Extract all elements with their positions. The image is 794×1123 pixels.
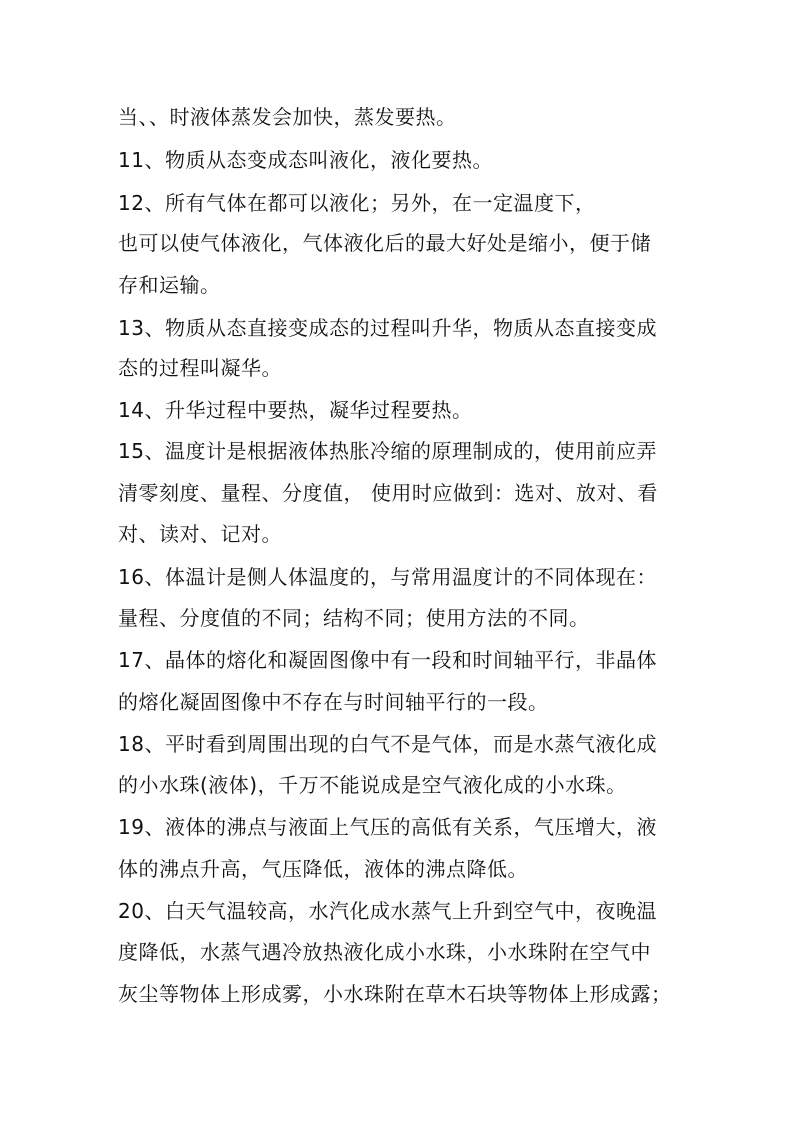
text-line: 11、物质从态变成态叫液化，液化要热。: [118, 148, 493, 172]
text-line: 存和运输。: [118, 273, 221, 297]
text-line: 量程、分度值的不同；结构不同；使用方法的不同。: [118, 606, 590, 630]
text-line: 17、晶体的熔化和凝固图像中有一段和时间轴平行，非晶体: [118, 648, 657, 672]
text-line: 20、白天气温较高，水汽化成水蒸气上升到空气中，夜晚温: [118, 899, 657, 923]
text-line: 12、所有气体在都可以液化；另外，在一定温度下，: [118, 191, 596, 215]
text-line: 15、温度计是根据液体热胀冷缩的原理制成的，使用前应弄: [118, 439, 657, 463]
text-line: 当、、时液体蒸发会加快，蒸发要热。: [118, 105, 457, 129]
text-line: 的熔化凝固图像中不存在与时间轴平行的一段。: [118, 690, 549, 714]
text-line: 体的沸点升高，气压降低，液体的沸点降低。: [118, 857, 528, 881]
text-line: 16、体温计是侧人体温度的，与常用温度计的不同体现在：: [118, 565, 657, 589]
text-line: 灰尘等物体上形成雾，小水珠附在草木石块等物体上形成露；: [118, 982, 672, 1006]
text-line: 度降低，水蒸气遇冷放热液化成小水珠，小水珠附在空气中: [118, 940, 651, 964]
text-line: 态的过程叫凝华。: [118, 356, 282, 380]
text-line: 13、物质从态直接变成态的过程叫升华，物质从态直接变成: [118, 316, 657, 340]
text-line: 清零刻度、量程、分度值， 使用时应做到：选对、放对、看: [118, 481, 658, 505]
text-line: 14、升华过程中要热，凝华过程要热。: [118, 398, 473, 422]
text-line: 的小水珠(液体)，千万不能说成是空气液化成的小水珠。: [118, 773, 627, 797]
text-line: 18、平时看到周围出现的白气不是气体，而是水蒸气液化成: [118, 732, 657, 756]
text-line: 也可以使气体液化，气体液化后的最大好处是缩小，便于储: [118, 231, 651, 255]
text-line: 19、液体的沸点与液面上气压的高低有关系，气压增大，液: [118, 815, 657, 839]
text-line: 对、读对、记对。: [118, 522, 282, 546]
